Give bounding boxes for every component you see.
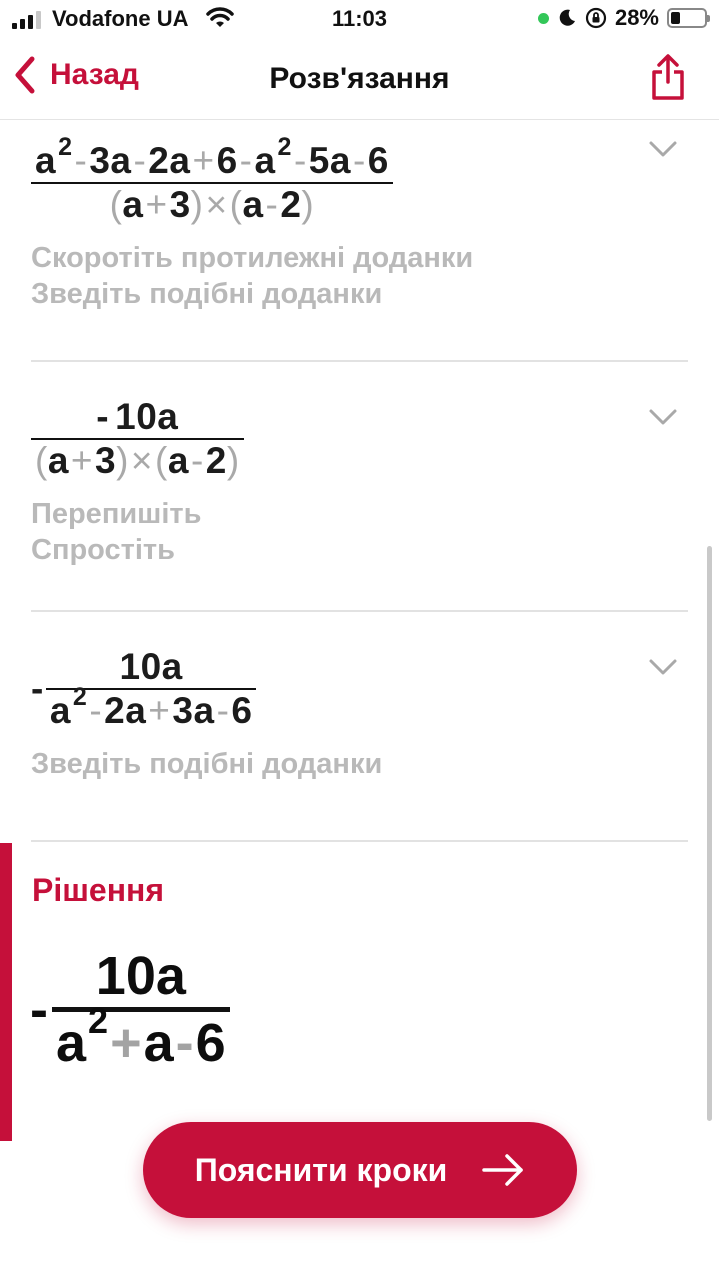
term: a (47, 440, 69, 481)
navigation-bar (0, 44, 719, 120)
step-hint: Зведіть подібні доданки (31, 748, 383, 780)
operator: - (239, 140, 253, 181)
step-2-fraction (31, 396, 244, 482)
back-label: Назад (50, 58, 139, 91)
solution-denominator (52, 1000, 230, 1074)
solution-title: Рішення (32, 872, 165, 908)
operator: - (216, 690, 230, 731)
step-divider (31, 840, 688, 842)
term: a (167, 440, 189, 481)
status-bar (0, 0, 719, 40)
operator: - (265, 184, 279, 225)
term: 6 (367, 140, 389, 181)
operator: - (133, 140, 147, 181)
step-hint: Скоротіть протилежні доданки (31, 242, 474, 274)
step-1-fraction (31, 133, 393, 226)
step-3-fraction (46, 646, 257, 732)
status-time: 11:03 (331, 6, 388, 31)
step-1[interactable] (31, 133, 688, 312)
operator: + (192, 140, 215, 181)
solution-expression (30, 945, 230, 1074)
operator: + (70, 440, 94, 481)
step-2-denominator (31, 440, 244, 482)
operator: - (293, 140, 307, 181)
step-hint: Перепишіть (31, 498, 202, 530)
paren: ( (155, 440, 168, 481)
term: 2 (280, 184, 302, 225)
minus-sign: - (31, 668, 44, 709)
term: a (143, 1013, 174, 1073)
term: a (254, 140, 276, 181)
explain-steps-button[interactable] (143, 1122, 577, 1218)
term: 6 (216, 140, 238, 181)
term: a (49, 690, 71, 731)
solution-numerator (92, 945, 190, 1007)
orientation-lock-icon (585, 7, 607, 29)
term: a (122, 184, 144, 225)
paren: ( (229, 184, 243, 225)
term: a (55, 1013, 87, 1073)
minus-sign: - (30, 979, 48, 1040)
operator: - (352, 140, 366, 181)
term: 2a (148, 140, 191, 181)
paren: ) (116, 440, 129, 481)
term: 3 (169, 184, 191, 225)
step-3[interactable] (31, 646, 688, 782)
paren: ( (109, 184, 123, 225)
scrollbar[interactable] (707, 546, 712, 1121)
step-1-denominator (106, 184, 319, 226)
term: 2 (205, 440, 227, 481)
paren: ) (301, 184, 315, 225)
carrier-name: Vodafone UA (52, 6, 189, 31)
step-divider (31, 360, 688, 362)
term: a (242, 184, 264, 225)
exponent: 2 (88, 1000, 109, 1041)
arrow-right-icon (481, 1153, 525, 1187)
term: 2a (104, 690, 147, 731)
solution-accent-bar (0, 843, 12, 1141)
step-divider (31, 610, 688, 612)
step-2-numerator (92, 396, 182, 438)
term: 3a (172, 690, 215, 731)
term: 5a (308, 140, 351, 181)
operator: + (145, 184, 168, 225)
term: 6 (231, 690, 253, 731)
camera-in-use-indicator (538, 13, 549, 24)
operator: × (130, 440, 154, 481)
term: a (35, 140, 57, 181)
term: 10a (95, 946, 186, 1006)
term: 3 (95, 440, 117, 481)
step-1-numerator (31, 133, 393, 182)
step-2[interactable] (31, 396, 688, 568)
exponent: 2 (58, 133, 73, 161)
term: 10a (119, 646, 183, 687)
chevron-down-icon[interactable] (648, 408, 678, 426)
explain-steps-label: Пояснити кроки (194, 1151, 448, 1188)
exponent: 2 (72, 683, 88, 711)
step-3-expression (31, 646, 688, 732)
page-title: Розв'язання (269, 62, 450, 95)
share-button[interactable] (651, 54, 685, 105)
step-3-numerator (116, 646, 187, 688)
battery-icon (667, 8, 707, 28)
operator: - (74, 140, 88, 181)
operator: + (148, 690, 171, 731)
term: 3a (89, 140, 132, 181)
operator: × (205, 184, 228, 225)
do-not-disturb-icon (557, 8, 577, 28)
chevron-down-icon[interactable] (648, 658, 678, 676)
term: 10a (115, 396, 179, 437)
minus-sign: - (96, 396, 110, 437)
paren: ) (226, 440, 240, 481)
operator: + (110, 1013, 142, 1073)
step-hint: Зведіть подібні доданки (31, 278, 383, 310)
exponent: 2 (277, 133, 292, 161)
step-3-denominator (46, 683, 257, 732)
term: 6 (195, 1013, 226, 1073)
operator: - (190, 440, 204, 481)
share-icon (651, 54, 685, 100)
battery-percentage: 28% (614, 5, 659, 30)
step-hint: Спростіть (31, 534, 175, 566)
operator: - (89, 690, 103, 731)
paren: ) (190, 184, 204, 225)
operator: - (175, 1013, 194, 1073)
chevron-down-icon[interactable] (648, 140, 678, 158)
paren: ( (35, 440, 48, 481)
solution-fraction (52, 945, 230, 1074)
